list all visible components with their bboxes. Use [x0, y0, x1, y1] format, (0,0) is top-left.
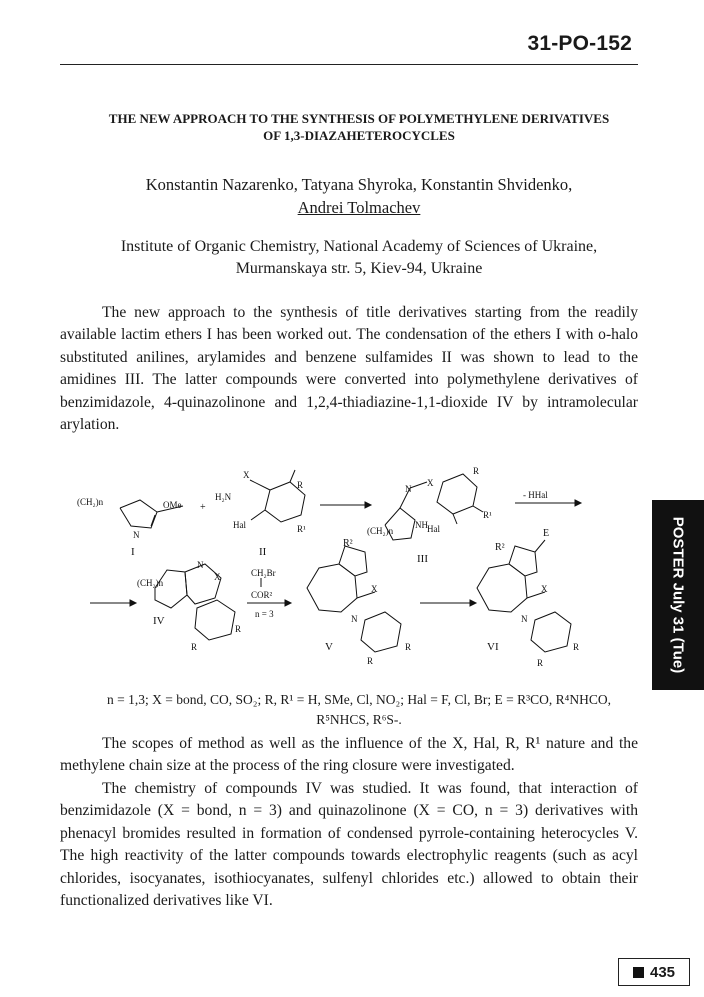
abstract-paragraph-2-text: The scopes of method as well as the influence of the X, Hal, R, R¹ nature and the methylene chain size at the process of the ring closure were investigated.	[60, 735, 638, 775]
label-reagent-line1: CH₂Br	[251, 568, 276, 578]
arrow-5-head	[470, 600, 476, 606]
label-n-i: N	[133, 530, 140, 540]
label-r-vi-2: R	[537, 658, 544, 668]
paper-title	[60, 110, 658, 144]
affiliation	[60, 236, 658, 280]
label-compound-i: I	[131, 546, 135, 558]
label-x-ii: X	[243, 470, 250, 480]
arrow-1-head	[365, 502, 371, 508]
scheme-legend-line-2: R⁵NHCS, R⁶S-.	[316, 712, 402, 727]
label-r2-vi: R²	[495, 542, 505, 553]
header-rule	[60, 64, 638, 65]
label-r-vi: R	[573, 642, 580, 652]
label-r-iv: R	[235, 624, 242, 634]
label-ch2n-i: (CH₂)n	[77, 497, 104, 507]
label-plus: +	[200, 502, 206, 513]
author-list	[60, 173, 658, 219]
label-r-iii: R	[473, 466, 480, 476]
label-r-v: R	[405, 642, 412, 652]
abstract-paragraph-3	[60, 778, 638, 912]
label-n-v: N	[351, 614, 358, 624]
page-number-box	[618, 958, 690, 986]
scheme-legend	[60, 690, 658, 730]
poster-session-tab	[652, 500, 704, 690]
label-x-v: X	[371, 584, 378, 594]
label-compound-iv: IV	[153, 615, 165, 627]
label-n-iii: N	[405, 484, 412, 494]
label-r-iv-2: R	[191, 642, 198, 652]
abstract-paragraph-1	[60, 302, 638, 436]
scheme-legend-line-1: n = 1,3; X = bond, CO, SO₂; R, R¹ = H, SMe, Cl, NO₂; Hal = F, Cl, Br; E = R³CO, R⁴NHCO,	[107, 692, 611, 707]
label-compound-iii: III	[417, 553, 428, 565]
label-compound-vi: VI	[487, 641, 499, 653]
label-r-ii: R	[297, 480, 304, 490]
arrow-4-head	[285, 600, 291, 606]
label-x-vi: X	[541, 584, 548, 594]
label-hal-iii: Hal	[427, 524, 440, 534]
page-number: 435	[649, 963, 676, 981]
arrow-3-head	[130, 600, 136, 606]
compound-vi-structure	[477, 540, 571, 652]
label-n-iv: N	[197, 560, 204, 570]
label-e-vi: E	[543, 528, 550, 539]
reaction-scheme	[75, 460, 595, 685]
label-r1-iii: R¹	[483, 510, 492, 520]
abstract-code: 31-PO-152	[527, 32, 632, 55]
label-reagent-cond: n = 3	[255, 609, 274, 619]
label-nh-iii: NH	[415, 520, 428, 530]
label-n-vi: N	[521, 614, 528, 624]
label-r2-v: R²	[343, 538, 353, 549]
arrow-2-head	[575, 500, 581, 506]
label-reagent-line2: COR²	[251, 590, 273, 600]
label-ome: OMe	[163, 500, 182, 510]
label-r1-ii: R¹	[297, 524, 306, 534]
affiliation-line-1: Institute of Organic Chemistry, National Academy of Sciences of Ukraine,	[120, 238, 598, 255]
compound-iv-structure	[155, 564, 235, 640]
label-h2n: H₂N	[215, 492, 232, 502]
label-x-iv: X	[214, 572, 221, 582]
title-line-1: THE NEW APPROACH TO THE SYNTHESIS OF POLYMETHYLENE DERIVATIVES	[108, 111, 610, 126]
abstract-paragraph-1-text: The new approach to the synthesis of title derivatives starting from the readily available lactim ethers I has been worked out. The condensation of the ethers I with o-halo substituted anilines, arylamides and benzene sulfamides II was shown to lead to the amidines III. The latter compounds were converted into polymethylene derivatives of benzimidazole, 4-quinazolinone and 1,2,4-thiadiazine-1,1-dioxide IV by intramolecular arylation.	[60, 304, 638, 434]
authors-line-1: Konstantin Nazarenko, Tatyana Shyroka, Konstantin Shvidenko,	[145, 175, 573, 194]
label-compound-v: V	[325, 641, 333, 653]
label-compound-ii: II	[259, 546, 267, 558]
compound-v-structure	[307, 546, 401, 652]
label-hal-ii: Hal	[233, 520, 246, 530]
title-line-2: OF 1,3-DIAZAHETEROCYCLES	[263, 128, 455, 143]
compound-ii-structure	[250, 470, 305, 522]
presenting-author: Andrei Tolmachev	[297, 198, 421, 217]
label-ch2n-iii: (CH₂)n	[367, 526, 394, 536]
label-ch2n-iv: (CH₂)n	[137, 578, 164, 588]
abstract-paragraph-2	[60, 733, 638, 778]
abstract-paragraph-3-text: The chemistry of compounds IV was studied. It was found, that interaction of benzimidazole (X = bond, n = 3) and quinazolinone (X = CO, n = 3) derivatives with phenacyl bromides resulted in formation of condensed pyrrole-containing heterocycles V. The high reactivity of the latter compounds towards electrophylic reagents (such as acyl chlorides, isocyanates, isothiocyanates, sulfenyl chlorides etc.) allowed to obtain their functionalized derivatives like VI.	[60, 780, 638, 910]
label-minus-hhal: - HHal	[523, 490, 548, 500]
square-bullet-icon	[633, 967, 644, 978]
affiliation-line-2: Murmanskaya str. 5, Kiev-94, Ukraine	[235, 260, 483, 277]
label-r-v-2: R	[367, 656, 374, 666]
poster-session-label: POSTER July 31 (Tue)	[669, 516, 687, 674]
label-x-iii: X	[427, 478, 434, 488]
